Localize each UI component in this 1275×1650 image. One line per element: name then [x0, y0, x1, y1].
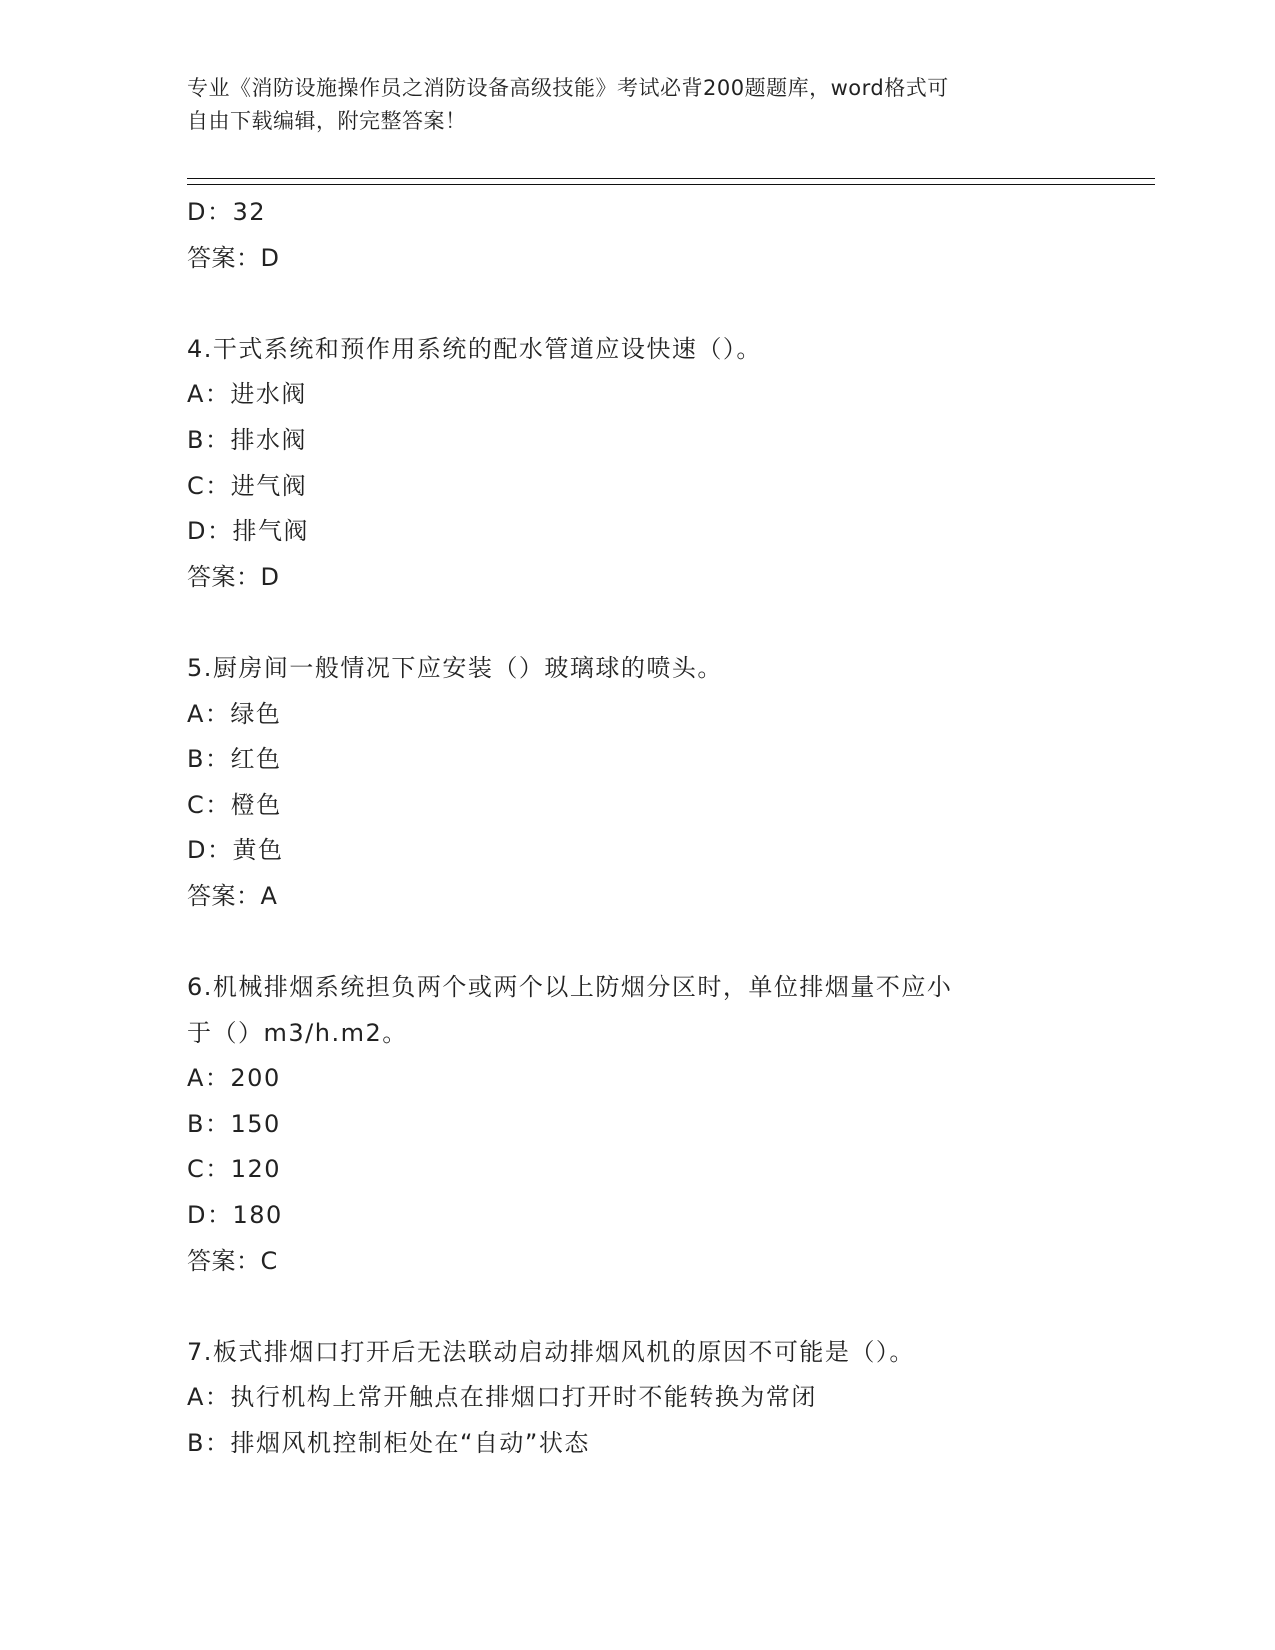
spacer: [187, 281, 1155, 327]
q4-option-a: A：进水阀: [187, 380, 307, 409]
prev-option-d: D：32: [187, 198, 267, 226]
q4-option-c: C：进气阀: [187, 471, 308, 500]
question-list: [187, 190, 1155, 1467]
q7-stem: 7.板式排烟口打开后无法联动启动排烟风机的原因不可能是（）。: [187, 1337, 915, 1366]
q6-option-b: B：150: [187, 1109, 281, 1138]
spacer: [187, 600, 1155, 646]
q6-stem-line-2: 于（）m3/h.m2。: [187, 1018, 408, 1047]
q7-option-a: A：执行机构上常开触点在排烟口打开时不能转换为常闭: [187, 1383, 817, 1412]
prev-answer: 答案：D: [187, 243, 280, 272]
q4-option-d: D：排气阀: [187, 517, 309, 546]
q6-option-d: D：180: [187, 1201, 283, 1230]
q5-stem: 5.厨房间一般情况下应安装（）玻璃球的喷头。: [187, 653, 723, 682]
spacer: [187, 1284, 1155, 1330]
document-header: [187, 72, 1087, 138]
header-line-2: 自由下载编辑，附完整答案！: [187, 109, 467, 133]
q5-option-a: A：绿色: [187, 699, 282, 728]
spacer: [187, 920, 1155, 966]
q6-stem-line-1: 6.机械排烟系统担负两个或两个以上防烟分区时，单位排烟量不应小: [187, 973, 953, 1002]
q6-option-c: C：120: [187, 1155, 282, 1184]
header-divider: [187, 178, 1155, 185]
q7-option-b: B：排烟风机控制柜处在“自动”状态: [187, 1429, 590, 1458]
q6-option-a: A：200: [187, 1064, 281, 1093]
q5-answer: 答案：A: [187, 881, 278, 910]
q5-option-b: B：红色: [187, 745, 282, 774]
q6-answer: 答案：C: [187, 1246, 278, 1275]
q4-stem: 4.干式系统和预作用系统的配水管道应设快速（）。: [187, 334, 762, 363]
q4-option-b: B：排水阀: [187, 425, 307, 454]
q5-option-c: C：橙色: [187, 790, 282, 819]
q4-answer: 答案：D: [187, 562, 280, 591]
header-line-1: 专业《消防设施操作员之消防设备高级技能》考试必背200题题库，word格式可: [187, 76, 949, 100]
q5-option-d: D：黄色: [187, 836, 284, 865]
